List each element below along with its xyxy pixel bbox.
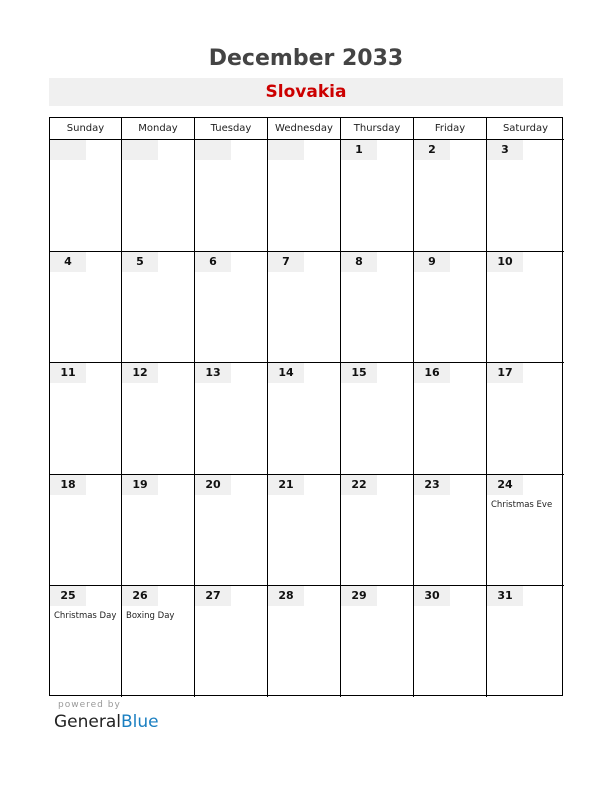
day-number: 2 — [414, 140, 450, 160]
day-number: 6 — [195, 252, 231, 272]
weekday-header: Sunday — [50, 118, 122, 139]
day-cell[interactable] — [122, 474, 195, 585]
day-number: 20 — [195, 475, 231, 495]
day-cell[interactable] — [268, 251, 341, 362]
day-cell[interactable] — [414, 139, 487, 251]
day-cell[interactable] — [414, 362, 487, 474]
day-number — [50, 140, 86, 160]
day-cell[interactable] — [268, 474, 341, 585]
day-cell[interactable] — [487, 474, 564, 585]
day-number: 21 — [268, 475, 304, 495]
day-cell[interactable] — [122, 585, 195, 697]
day-number: 1 — [341, 140, 377, 160]
day-cell[interactable] — [487, 362, 564, 474]
day-number: 4 — [50, 252, 86, 272]
day-number: 13 — [195, 363, 231, 383]
day-cell[interactable] — [122, 362, 195, 474]
day-number: 9 — [414, 252, 450, 272]
day-number: 23 — [414, 475, 450, 495]
day-number: 19 — [122, 475, 158, 495]
day-number: 22 — [341, 475, 377, 495]
day-number: 10 — [487, 252, 523, 272]
day-cell[interactable] — [50, 474, 122, 585]
holiday-label: Christmas Eve — [491, 500, 553, 510]
day-number: 12 — [122, 363, 158, 383]
day-number: 28 — [268, 586, 304, 606]
calendar-title: December 2033 — [208, 46, 404, 71]
logo-text-general: General — [54, 712, 121, 732]
day-number: 14 — [268, 363, 304, 383]
day-number: 30 — [414, 586, 450, 606]
day-number: 5 — [122, 252, 158, 272]
day-number: 25 — [50, 586, 86, 606]
day-number — [195, 140, 231, 160]
weekday-header: Wednesday — [268, 118, 341, 139]
day-number: 31 — [487, 586, 523, 606]
day-cell[interactable] — [487, 251, 564, 362]
calendar-grid — [49, 117, 563, 696]
holiday-label: Christmas Day — [54, 611, 117, 621]
day-cell[interactable] — [414, 251, 487, 362]
day-cell[interactable] — [341, 251, 414, 362]
day-cell[interactable] — [50, 585, 122, 697]
day-cell[interactable] — [268, 585, 341, 697]
day-cell[interactable] — [122, 139, 195, 251]
day-number: 7 — [268, 252, 304, 272]
day-cell[interactable] — [195, 139, 268, 251]
day-number: 15 — [341, 363, 377, 383]
weekday-header: Tuesday — [195, 118, 268, 139]
day-number: 24 — [487, 475, 523, 495]
day-cell[interactable] — [414, 585, 487, 697]
day-number: 29 — [341, 586, 377, 606]
day-number: 11 — [50, 363, 86, 383]
holiday-label: Boxing Day — [126, 611, 175, 621]
day-cell[interactable] — [50, 362, 122, 474]
day-number: 3 — [487, 140, 523, 160]
day-cell[interactable] — [341, 474, 414, 585]
powered-by-text: powered by — [58, 700, 121, 710]
day-cell[interactable] — [122, 251, 195, 362]
day-number — [122, 140, 158, 160]
day-cell[interactable] — [341, 585, 414, 697]
day-cell[interactable] — [195, 362, 268, 474]
day-cell[interactable] — [341, 139, 414, 251]
day-number: 17 — [487, 363, 523, 383]
logo-text-blue: Blue — [121, 712, 159, 732]
day-cell[interactable] — [487, 139, 564, 251]
day-number — [268, 140, 304, 160]
day-cell[interactable] — [195, 474, 268, 585]
day-cell[interactable] — [268, 139, 341, 251]
generalblue-logo[interactable] — [54, 712, 159, 732]
day-cell[interactable] — [195, 251, 268, 362]
day-cell[interactable] — [268, 362, 341, 474]
weekday-header: Monday — [122, 118, 195, 139]
day-cell[interactable] — [195, 585, 268, 697]
day-cell[interactable] — [341, 362, 414, 474]
weekday-header: Thursday — [341, 118, 414, 139]
day-number: 18 — [50, 475, 86, 495]
day-number: 27 — [195, 586, 231, 606]
weekday-header: Friday — [414, 118, 487, 139]
day-cell[interactable] — [487, 585, 564, 697]
weekday-header: Saturday — [502, 123, 549, 134]
day-cell[interactable] — [50, 251, 122, 362]
day-cell[interactable] — [50, 139, 122, 251]
day-number: 16 — [414, 363, 450, 383]
country-label: Slovakia — [49, 78, 563, 106]
day-number: 8 — [341, 252, 377, 272]
day-cell[interactable] — [414, 474, 487, 585]
day-number: 26 — [122, 586, 158, 606]
